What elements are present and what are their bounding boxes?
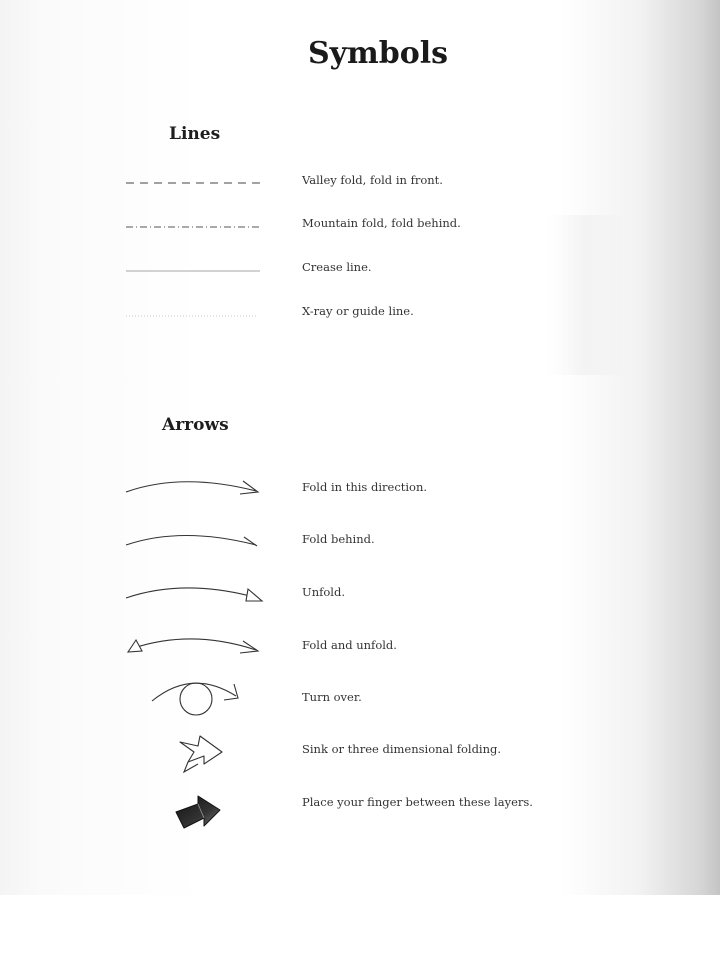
arrows-item-label: Unfold.	[302, 585, 345, 599]
arrows-heading: Arrows	[162, 415, 229, 435]
fold-and-unfold-arrow-icon	[122, 631, 267, 659]
unfold-arrow-icon	[122, 579, 267, 607]
page-title: Symbols	[307, 36, 449, 71]
turn-over-arrow-icon	[148, 676, 248, 720]
lines-item-label: Valley fold, fold in front.	[302, 173, 443, 187]
arrows-item-label: Sink or three dimensional folding.	[302, 742, 502, 756]
valley-fold-line	[124, 176, 264, 188]
finger-arrow-icon	[172, 792, 228, 836]
page-bottom-margin	[0, 895, 720, 960]
arrows-item-label: Place your finger between these layers.	[302, 795, 533, 809]
lines-item-label: Crease line.	[302, 260, 372, 274]
arrows-item-label: Fold behind.	[302, 532, 375, 546]
xray-guide-line	[124, 309, 264, 321]
lines-item-label: Mountain fold, fold behind.	[302, 216, 461, 230]
fold-direction-arrow-icon	[122, 472, 267, 500]
crease-line	[124, 264, 264, 276]
arrows-item-label: Fold and unfold.	[302, 638, 397, 652]
arrows-item-label: Fold in this direction.	[302, 480, 428, 494]
sink-arrow-icon	[174, 730, 234, 776]
arrows-item-label: Turn over.	[302, 690, 362, 704]
lines-heading: Lines	[169, 124, 221, 144]
lines-item-label: X-ray or guide line.	[302, 304, 414, 318]
mountain-fold-line	[124, 221, 264, 233]
fold-behind-arrow-icon	[122, 526, 267, 552]
bleed-through-shadow	[545, 215, 625, 375]
